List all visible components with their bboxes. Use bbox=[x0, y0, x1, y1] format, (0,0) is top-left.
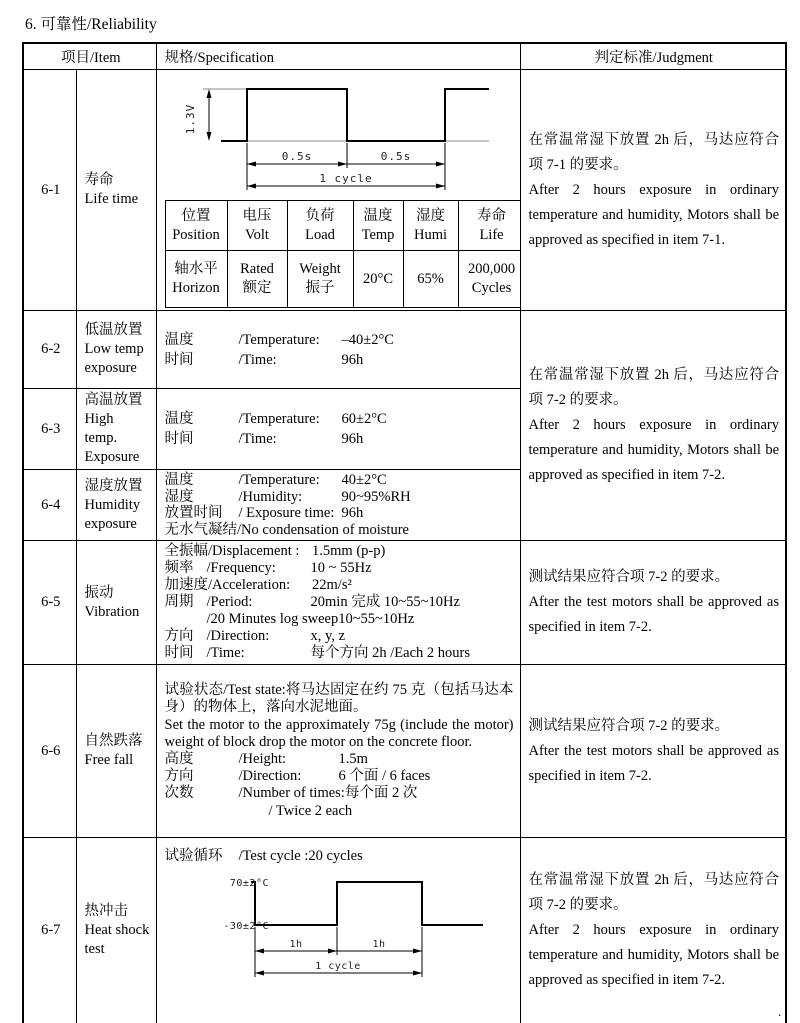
val-temp: 20°C bbox=[353, 251, 403, 308]
spec-value: 每个方向 2h /Each 2 hours bbox=[310, 645, 470, 661]
judgment-en: After 2 hours exposure in ordinary temperature and humidity, Motors shall be approved as specified in item 7-2. bbox=[528, 921, 780, 988]
item-name-en: Heat shock test bbox=[84, 921, 150, 957]
spec-label-zh: 试验循环 bbox=[164, 848, 223, 864]
item-name-zh: 低温放置 bbox=[84, 322, 143, 338]
judgment-zh: 在常温常湿下放置 2h 后，马达应符合项 7-1 的要求。 bbox=[528, 131, 780, 173]
spec-label-en: /Height: bbox=[238, 751, 287, 767]
spec-line bbox=[165, 543, 514, 560]
spec-line bbox=[165, 505, 514, 522]
trailing-period: . bbox=[778, 1004, 782, 1019]
spec-label-en: /Frequency: bbox=[206, 560, 276, 576]
spec-line bbox=[165, 645, 514, 662]
spec-value: 10 ~ 55Hz bbox=[310, 560, 372, 576]
spec-line bbox=[165, 751, 514, 768]
table-row-6-2 bbox=[23, 311, 786, 389]
col-position: 位置 Position bbox=[165, 201, 227, 251]
spec-label-en: /Temperature: bbox=[238, 411, 320, 427]
col-load: 负荷 Load bbox=[287, 201, 353, 251]
header-specification: 规格/Specification bbox=[156, 43, 520, 70]
item-name-zh: 高温放置 bbox=[84, 392, 143, 408]
spec-label-zh: 温度 bbox=[164, 331, 194, 348]
spec-label-en: /Temperature: bbox=[238, 472, 320, 488]
segment1-label: 0.5s bbox=[281, 150, 312, 163]
spec-value: /20 Minutes log sweep10~55~10Hz bbox=[206, 611, 415, 627]
spec-value: 22m/s² bbox=[312, 577, 352, 593]
judgment-cell-6-5 bbox=[520, 541, 786, 665]
spec-label-zh: 时间 bbox=[164, 645, 194, 661]
spec-line-continuation bbox=[165, 803, 514, 820]
spec-note: 无水气凝结/No condensation of moisture bbox=[164, 521, 409, 538]
spec-line bbox=[165, 628, 514, 645]
spec-value: x, y, z bbox=[310, 628, 346, 644]
judgment-cell-6-6 bbox=[520, 665, 786, 838]
spec-label-zh: 周期 bbox=[164, 594, 194, 610]
spec-line bbox=[165, 594, 514, 611]
spec-label-zh: 时间 bbox=[164, 431, 194, 447]
spec-label-zh: 次数 bbox=[164, 785, 194, 802]
item-name-en: Life time bbox=[84, 191, 139, 207]
item-name-6-2 bbox=[76, 311, 156, 389]
item-name-6-6 bbox=[76, 665, 156, 838]
spec-label-zh: 方向 bbox=[164, 628, 194, 644]
spec-line bbox=[165, 785, 514, 802]
item-name-en: Low temp exposure bbox=[84, 341, 144, 376]
spec-cell-6-1 bbox=[156, 70, 520, 311]
spec-label-en: /Time: bbox=[238, 351, 277, 368]
judgment-zh: 测试结果应符合项 7-2 的要求。 bbox=[528, 569, 730, 585]
spec-label-en: /Displacement : bbox=[208, 543, 300, 559]
item-id-6-2: 6-2 bbox=[23, 311, 76, 389]
spec-value: 96h bbox=[341, 431, 364, 447]
item-name-6-4 bbox=[76, 470, 156, 541]
col-life: 寿命 Life bbox=[458, 201, 520, 251]
spec-label-en: /Direction: bbox=[238, 768, 302, 785]
item-name-zh: 自然跌落 bbox=[84, 733, 143, 749]
item-name-en: High temp. Exposure bbox=[84, 411, 140, 465]
spec-cell-6-4 bbox=[156, 470, 520, 541]
judgment-en: After the test motors shall be approved as specified in item 7-2. bbox=[528, 594, 780, 635]
spec-line bbox=[165, 844, 514, 865]
spec-cell-6-6 bbox=[156, 665, 520, 838]
table-row-6-6 bbox=[23, 665, 786, 838]
item-name-6-5 bbox=[76, 541, 156, 665]
spec-cell-6-2 bbox=[156, 311, 520, 389]
header-judgment: 判定标准/Judgment bbox=[520, 43, 786, 70]
spec-cell-6-3 bbox=[156, 389, 520, 470]
spec-label-zh: 温度 bbox=[164, 472, 194, 488]
judgment-cell-6-7 bbox=[520, 838, 786, 1023]
table-row-6-5 bbox=[23, 541, 786, 665]
spec-line bbox=[165, 768, 514, 785]
spec-line bbox=[165, 350, 514, 370]
spec-value: 6 个面 / 6 faces bbox=[338, 768, 431, 785]
spec-label-zh: 全振幅 bbox=[164, 543, 209, 559]
item-name-zh: 寿命 bbox=[84, 172, 114, 188]
judgment-zh: 在常温常湿下放置 2h 后，马达应符合项 7-2 的要求。 bbox=[528, 871, 780, 913]
judgment-en: After the test motors shall be approved as specified in item 7-2. bbox=[528, 742, 780, 784]
spec-cell-6-5 bbox=[156, 541, 520, 665]
spec-label-en: /Number of times: bbox=[238, 785, 345, 802]
low-temp-label: -30±2°C bbox=[222, 921, 269, 932]
segment2-label: 0.5s bbox=[380, 150, 411, 163]
val-position: 轴水平 Horizon bbox=[165, 251, 227, 308]
spec-value: 90~95%RH bbox=[341, 488, 411, 505]
table-header-row bbox=[23, 43, 786, 70]
test-state-en: Set the motor to the approximately 75g (include the motor) weight of block drop the motor on the concrete floor. bbox=[164, 716, 514, 750]
section-title: 6. 可靠性/Reliability bbox=[25, 16, 157, 33]
spec-label-zh: 高度 bbox=[164, 751, 194, 767]
spec-line bbox=[165, 611, 514, 628]
item-id-6-4: 6-4 bbox=[23, 470, 76, 541]
judgment-zh: 测试结果应符合项 7-2 的要求。 bbox=[528, 717, 730, 734]
table-row-6-1 bbox=[23, 70, 786, 311]
item-name-6-7 bbox=[76, 838, 156, 1023]
voltage-waveform-diagram bbox=[173, 76, 513, 196]
col-temp: 温度 Temp bbox=[353, 201, 403, 251]
spec-label-en: /Direction: bbox=[206, 628, 270, 644]
segment2-label: 1h bbox=[371, 939, 386, 950]
spec-label-zh: 频率 bbox=[164, 560, 194, 576]
spec-value: –40±2°C bbox=[341, 331, 394, 348]
item-id-6-6: 6-6 bbox=[23, 665, 76, 838]
val-humi: 65% bbox=[403, 251, 458, 308]
val-volt: Rated 额定 bbox=[227, 251, 287, 308]
col-volt: 电压 Volt bbox=[227, 201, 287, 251]
conditions-header-row bbox=[165, 201, 520, 251]
segment1-label: 1h bbox=[288, 939, 303, 950]
spec-value: 每个面 2 次 bbox=[344, 785, 418, 802]
spec-label-en: /Time: bbox=[206, 645, 245, 661]
high-temp-label: 70±2°C bbox=[229, 878, 269, 889]
spec-line bbox=[165, 330, 514, 350]
spec-line bbox=[165, 472, 514, 489]
spec-label-en: / Exposure time: bbox=[238, 505, 335, 521]
judgment-cell-6-1 bbox=[520, 70, 786, 311]
spec-value: 20min 完成 10~55~10Hz bbox=[310, 594, 460, 610]
spec-line bbox=[165, 577, 514, 594]
spec-line bbox=[165, 429, 514, 449]
spec-label-en: /Period: bbox=[206, 594, 253, 610]
heat-shock-waveform-diagram bbox=[181, 869, 511, 987]
judgment-en: After 2 hours exposure in ordinary temperature and humidity, Motors shall be approved as specified in item 7-1. bbox=[528, 181, 780, 248]
spec-value: 40±2°C bbox=[341, 472, 387, 488]
judgment-zh: 在常温常湿下放置 2h 后，马达应符合项 7-2 的要求。 bbox=[528, 367, 780, 408]
item-id-6-1: 6-1 bbox=[23, 70, 76, 311]
spec-value: 1.5m bbox=[338, 751, 368, 767]
spec-value: 96h bbox=[341, 351, 364, 368]
spec-label-zh: 放置时间 bbox=[164, 505, 223, 521]
item-name-zh: 热冲击 bbox=[84, 902, 128, 919]
cycle-label: 1 cycle bbox=[314, 961, 361, 972]
item-name-6-1 bbox=[76, 70, 156, 311]
spec-label-zh: 湿度 bbox=[164, 488, 194, 505]
header-item: 项目/Item bbox=[23, 43, 156, 70]
spec-value: 1.5mm (p-p) bbox=[312, 543, 386, 559]
item-id-6-3: 6-3 bbox=[23, 389, 76, 470]
reliability-table bbox=[22, 42, 787, 1023]
spec-cell-6-7 bbox=[156, 838, 520, 1023]
spec-value: / Twice 2 each bbox=[268, 802, 353, 819]
item-name-zh: 湿度放置 bbox=[84, 477, 143, 494]
judgment-en: After 2 hours exposure in ordinary temperature and humidity, Motors shall be approved as specified in item 7-2. bbox=[528, 417, 780, 483]
item-id-6-5: 6-5 bbox=[23, 541, 76, 665]
table-row-6-7 bbox=[23, 838, 786, 1023]
cycle-label: 1 cycle bbox=[318, 172, 373, 185]
val-load: Weight 振子 bbox=[287, 251, 353, 308]
item-name-6-3 bbox=[76, 389, 156, 470]
col-humi: 湿度 Humi bbox=[403, 201, 458, 251]
spec-value: /Test cycle :20 cycles bbox=[238, 848, 363, 864]
spec-label-zh: 时间 bbox=[164, 351, 194, 368]
spec-label-zh: 方向 bbox=[164, 768, 194, 785]
spec-value: 60±2°C bbox=[341, 411, 387, 427]
conditions-value-row bbox=[165, 251, 520, 308]
spec-line bbox=[165, 409, 514, 429]
judgment-cell-6-2-to-6-4 bbox=[520, 311, 786, 541]
spec-label-zh: 加速度 bbox=[164, 577, 209, 593]
item-name-en: Free fall bbox=[84, 752, 134, 768]
item-name-en: Vibration bbox=[84, 603, 140, 620]
item-name-en: Humidity exposure bbox=[84, 496, 141, 532]
spec-label-en: /Acceleration: bbox=[208, 577, 291, 593]
test-state-zh: 试验状态/Test state:将马达固定在约 75 克（包括马达本身）的物体上，落向水泥地面。 bbox=[164, 682, 514, 716]
spec-label-en: /Temperature: bbox=[238, 331, 320, 348]
val-life: 200,000 Cycles bbox=[458, 251, 520, 308]
spec-value: 96h bbox=[341, 505, 364, 521]
item-id-6-7: 6-7 bbox=[23, 838, 76, 1023]
spec-label-zh: 温度 bbox=[164, 411, 194, 427]
spec-label-en: /Humidity: bbox=[238, 488, 303, 505]
item-name-zh: 振动 bbox=[84, 584, 114, 601]
life-test-conditions-table bbox=[165, 200, 521, 308]
spec-line bbox=[165, 489, 514, 506]
spec-label-en: /Time: bbox=[238, 431, 277, 447]
spec-line bbox=[165, 560, 514, 577]
amplitude-label: 1.3V bbox=[183, 103, 197, 135]
